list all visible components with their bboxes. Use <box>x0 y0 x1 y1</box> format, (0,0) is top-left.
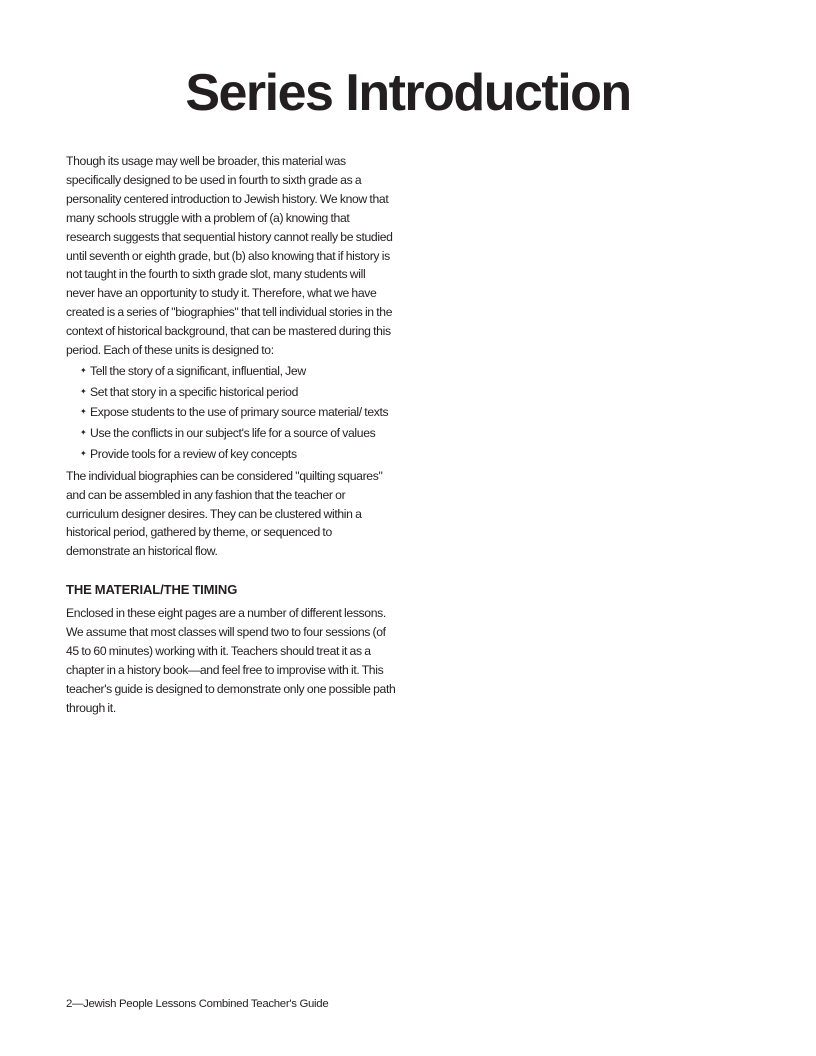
list-item <box>66 424 396 443</box>
diamond-bullet-icon: ✦ <box>80 365 87 375</box>
list-item <box>66 445 396 464</box>
list-item <box>66 403 396 422</box>
intro-paragraph: Though its usage may well be broader, this material was specifically designed to be used in fourth to sixth grade as a personality centered introduction to Jewish history. We know that many schools struggle with a problem of (a) knowing that research suggests that sequential history cannot really be studied until seventh or eighth grade, but (b) also knowing that if history is not taught in the fourth to sixth grade slot, many students will never have an opportunity to study it. Therefore, what we have created is a series of "biographies" that tell individual stories in the context of historical background, that can be mastered during this period. Each of these units is designed to: <box>66 154 393 358</box>
diamond-bullet-icon: ✦ <box>80 428 87 438</box>
list-item <box>66 383 396 402</box>
diamond-bullet-icon: ✦ <box>80 407 87 417</box>
material-paragraph: Enclosed in these eight pages are a number of different lessons. We assume that most classes will spend two to four sessions (of 45 to 60 minutes) working with it. Teachers should treat it as a chapter in a history book—and feel free to improvise with it. This teacher's guide is designed to demonstrate only one possible path through it. <box>66 606 396 715</box>
list-item-text: Use the conflicts in our subject's life for a source of values <box>90 426 376 441</box>
diamond-bullet-icon: ✦ <box>80 448 87 458</box>
diamond-bullet-icon: ✦ <box>80 386 87 396</box>
quilting-paragraph: The individual biographies can be considered "quilting squares" and can be assembled in any fashion that the teacher or curriculum designer desires. They can be clustered within a historical period, gathered by theme, or sequenced to demonstrate an historical flow. <box>66 468 383 559</box>
section-heading: THE MATERIAL/THE TIMING <box>66 582 238 598</box>
list-item-text: Provide tools for a review of key concepts <box>90 446 297 461</box>
page-title: Series Introduction <box>185 64 631 122</box>
list-item-text: Tell the story of a significant, influential, Jew <box>90 363 306 378</box>
list-item-text: Set that story in a specific historical period <box>90 384 299 399</box>
body-column <box>66 152 396 718</box>
page-footer: 2—Jewish People Lessons Combined Teacher's Guide <box>66 998 329 1010</box>
list-item-text: Expose students to the use of primary source material/ texts <box>90 405 389 420</box>
list-item <box>66 362 396 381</box>
unit-goals-list <box>66 362 396 464</box>
